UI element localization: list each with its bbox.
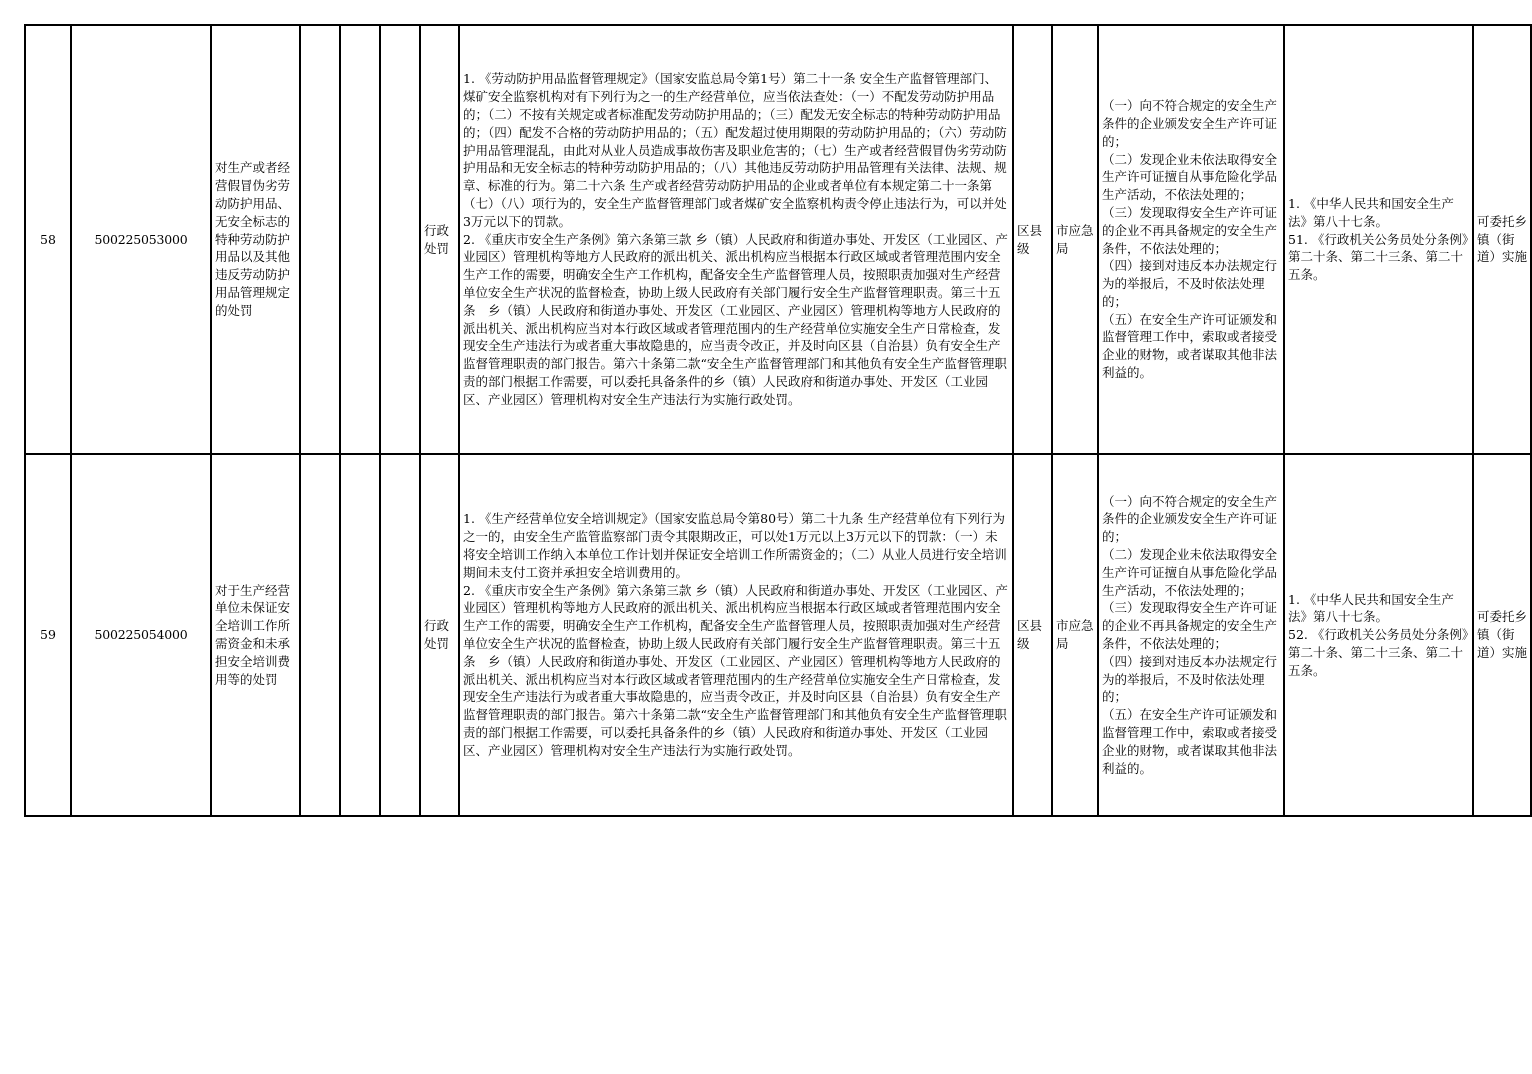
accountability-item: （四）接到对违反本办法规定行为的举报后，不及时依法处理的； bbox=[1102, 653, 1278, 705]
responsible-department: 市应急局 bbox=[1052, 25, 1098, 454]
legal-basis-paragraph: 2. 《重庆市安全生产条例》第六条第三款 乡（镇）人民政府和街道办事处、开发区（工业园区、产业园区）管理机构等地方人民政府的派出机关、派出机构应当根据本行政区域或者管理范围内安全生产工作的需要，明确安全生产工作机构，配备安全生产监督管理人员，按照职责加强对生产经营单位安全生产状况的监督检查，协助上级人民政府有关部门履行安全生产监督管理职责。第三十五条 乡（镇）人民政府和街道办事处、开发区（工业园区、产业园区）管理机构等地方人民政府的派出机关、派出机构应当对本行政区域或者管理范围内的生产经营单位实施安全生产日常检查，发现安全生产违法行为或者重大事故隐患的，应当责令改正，并及时向区县（自治县）负有安全生产监督管理职责的部门报告。第六十条第二款“安全生产监督管理部门和其他负有安全生产监督管理职责的部门根据工作需要，可以委托具备条件的乡（镇）人民政府和街道办事处、开发区（工业园区、产业园区）管理机构对安全生产违法行为实施行政处罚。 bbox=[463, 231, 1008, 407]
accountability-item: （一）向不符合规定的安全生产条件的企业颁发安全生产许可证的； bbox=[1102, 98, 1278, 149]
accountability-item: （二）发现企业未依法取得安全生产许可证擅自从事危险化学品生产活动，不依法处理的； bbox=[1102, 151, 1278, 203]
empty-cell bbox=[340, 25, 380, 454]
row-number: 58 bbox=[25, 25, 71, 454]
accountability-basis-item: 51. 《行政机关公务员处分条例》第二十条、第二十三条、第二十五条。 bbox=[1288, 231, 1469, 283]
accountability-item: （三）发现取得安全生产许可证的企业不再具备规定的安全生产条件，不依法处理的； bbox=[1102, 204, 1278, 256]
accountability-basis-item: 1. 《中华人民共和国安全生产法》第八十七条。 bbox=[1288, 591, 1454, 625]
item-name: 对于生产经营单位未保证安全培训工作所需资金和未承担安全培训费用等的处罚 bbox=[211, 454, 300, 816]
responsible-department: 市应急局 bbox=[1052, 454, 1098, 816]
table-row bbox=[25, 25, 1531, 454]
empty-cell bbox=[300, 25, 340, 454]
power-list-table bbox=[24, 24, 1532, 817]
item-category: 行政处罚 bbox=[420, 454, 459, 816]
accountability-basis bbox=[1284, 454, 1473, 816]
item-name: 对生产或者经营假冒伪劣劳动防护用品、无安全标志的特种劳动防护用品以及其他违反劳动防护用品管理规定的处罚 bbox=[211, 25, 300, 454]
item-code: 500225053000 bbox=[71, 25, 211, 454]
empty-cell bbox=[380, 25, 420, 454]
exercise-level: 区县级 bbox=[1013, 25, 1052, 454]
accountability-basis bbox=[1284, 25, 1473, 454]
empty-cell bbox=[340, 454, 380, 816]
legal-basis bbox=[459, 454, 1013, 816]
item-category: 行政处罚 bbox=[420, 25, 459, 454]
legal-basis-paragraph: 1. 《劳动防护用品监督管理规定》（国家安监总局令第1号）第二十一条 安全生产监督管理部门、煤矿安全监察机构对有下列行为之一的生产经营单位，应当依法查处：（一）不配发劳动防护用品的；（二）不按有关规定或者标准配发劳动防护用品的；（三）配发无安全标志的特种劳动防护用品的；（四）配发不合格的劳动防护用品的；（五）配发超过使用期限的劳动防护用品的；（六）劳动防护用品管理混乱，由此对从业人员造成事故伤害及职业危害的；（七）生产或者经营假冒伪劣劳动防护用品和无安全标志的特种劳动防护用品的；（八）其他违反劳动防护用品管理有关法律、法规、规章、标准的行为。第二十六条 生产或者经营劳动防护用品的企业或者单位有本规定第二十一条第（七）（八）项行为的，安全生产监督管理部门或者煤矿安全监察机构责令停止违法行为，可以并处3万元以下的罚款。 bbox=[463, 71, 1007, 229]
legal-basis bbox=[459, 25, 1013, 454]
remarks: 可委托乡镇（街道）实施 bbox=[1473, 25, 1531, 454]
accountability-basis-item: 1. 《中华人民共和国安全生产法》第八十七条。 bbox=[1288, 196, 1454, 229]
accountability-items bbox=[1098, 454, 1284, 816]
legal-basis-paragraph: 2. 《重庆市安全生产条例》第六条第三款 乡（镇）人民政府和街道办事处、开发区（工业园区、产业园区）管理机构等地方人民政府的派出机关、派出机构应当根据本行政区域或者管理范围内安全生产工作的需要，明确安全生产工作机构，配备安全生产监督管理人员，按照职责加强对生产经营单位安全生产状况的监督检查，协助上级人民政府有关部门履行安全生产监督管理职责。第三十五条 乡（镇）人民政府和街道办事处、开发区（工业园区、产业园区）管理机构等地方人民政府的派出机关、派出机构应当对本行政区域或者管理范围内的生产经营单位实施安全生产日常检查，发现安全生产违法行为或者重大事故隐患的，应当责令改正，并及时向区县（自治县）负有安全生产监督管理职责的部门报告。第六十条第二款“安全生产监督管理部门和其他负有安全生产监督管理职责的部门根据工作需要，可以委托具备条件的乡（镇）人民政府和街道办事处、开发区（工业园区、产业园区）管理机构对安全生产违法行为实施行政处罚。 bbox=[463, 582, 1008, 758]
empty-cell bbox=[300, 454, 340, 816]
table-row bbox=[25, 454, 1531, 816]
accountability-items bbox=[1098, 25, 1284, 454]
accountability-item: （五）在安全生产许可证颁发和监督管理工作中，索取或者接受企业的财物，或者谋取其他非法利益的。 bbox=[1102, 311, 1278, 381]
empty-cell bbox=[380, 454, 420, 816]
accountability-item: （五）在安全生产许可证颁发和监督管理工作中，索取或者接受企业的财物，或者谋取其他非法利益的。 bbox=[1102, 707, 1278, 776]
accountability-item: （三）发现取得安全生产许可证的企业不再具备规定的安全生产条件，不依法处理的； bbox=[1102, 600, 1278, 651]
item-code: 500225054000 bbox=[71, 454, 211, 816]
accountability-basis-item: 52. 《行政机关公务员处分条例》第二十条、第二十三条、第二十五条。 bbox=[1288, 627, 1469, 678]
row-number: 59 bbox=[25, 454, 71, 816]
legal-basis-paragraph: 1. 《生产经营单位安全培训规定》（国家安监总局令第80号）第二十九条 生产经营单位有下列行为之一的，由安全生产监管监察部门责令其限期改正，可以处1万元以上3万元以下的罚款：（一）未将安全培训工作纳入本单位工作计划并保证安全培训工作所需资金的；（二）从业人员进行安全培训期间未支付工资并承担安全培训费用的。 bbox=[463, 511, 1007, 580]
accountability-item: （一）向不符合规定的安全生产条件的企业颁发安全生产许可证的； bbox=[1102, 493, 1278, 545]
remarks: 可委托乡镇（街道）实施 bbox=[1473, 454, 1531, 816]
accountability-item: （二）发现企业未依法取得安全生产许可证擅自从事危险化学品生产活动，不依法处理的； bbox=[1102, 547, 1278, 598]
exercise-level: 区县级 bbox=[1013, 454, 1052, 816]
accountability-item: （四）接到对违反本办法规定行为的举报后，不及时依法处理的； bbox=[1102, 258, 1278, 309]
